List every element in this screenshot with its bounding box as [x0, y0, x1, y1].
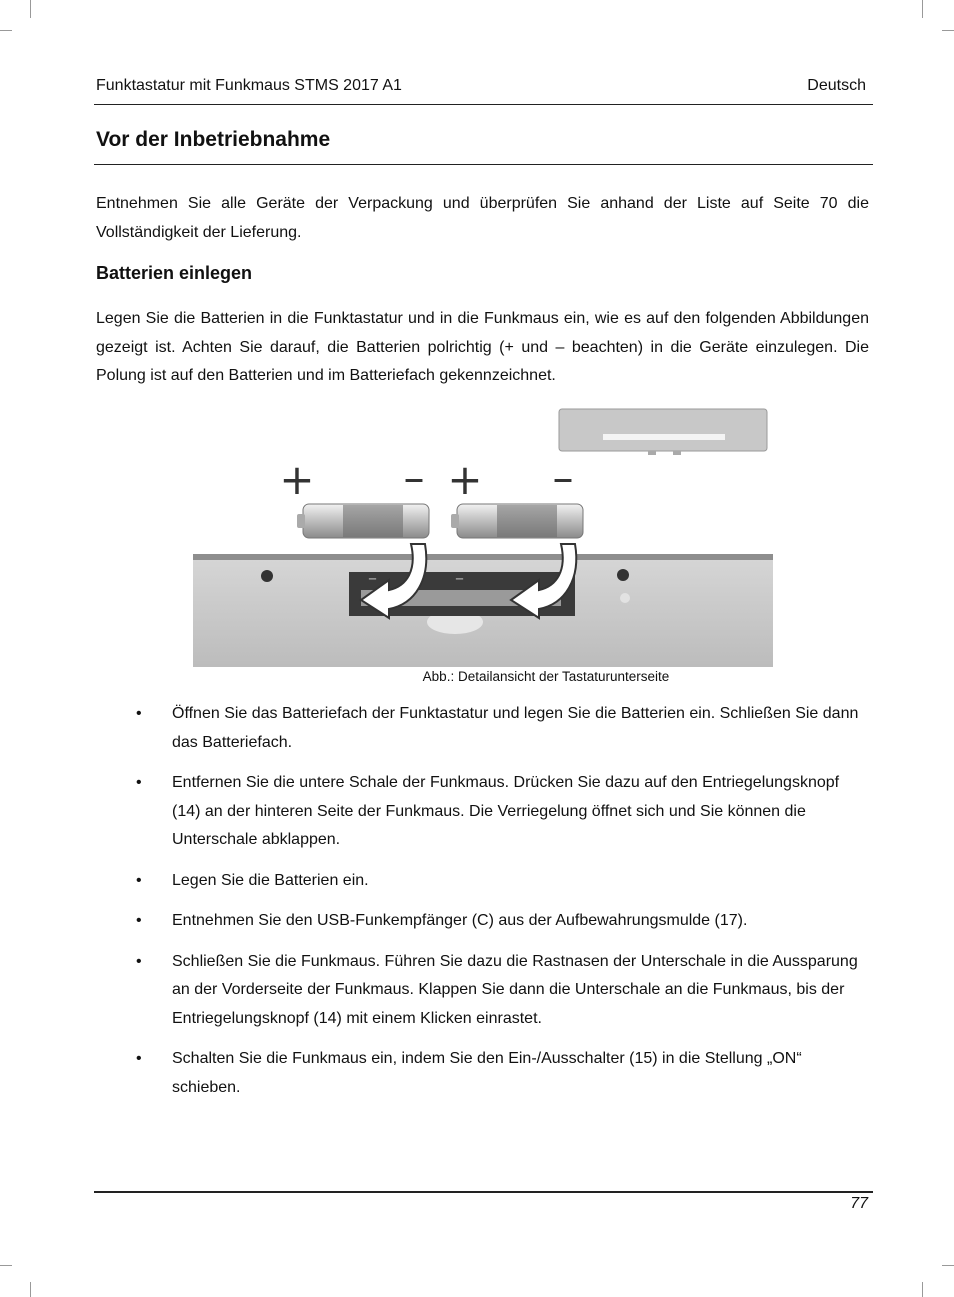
- instruction-list: [96, 700, 871, 1114]
- list-item-text: Entnehmen Sie den USB-Funkempfänger (C) aus der Aufbewahrungsmulde (17).: [172, 912, 748, 929]
- battery-right: [451, 504, 583, 538]
- minus-sign-left: –: [403, 453, 425, 502]
- crop-mark: [942, 1265, 954, 1266]
- running-header-language: Deutsch: [807, 77, 866, 94]
- list-item-text: Schließen Sie die Funkmaus. Führen Sie dazu die Rastnasen der Unterschale in die Aussparung an der Vorderseite der Funkmaus. Klappen Sie dann die Unterschale an die Funkmaus, bis der Entriegelungsknopf (14) mit einem Klicken einrastet.: [172, 952, 858, 1027]
- svg-text:–: –: [368, 568, 377, 589]
- list-item: [96, 700, 871, 757]
- crop-mark: [922, 1282, 923, 1297]
- crop-mark: [30, 1282, 31, 1297]
- list-item: [96, 769, 871, 855]
- bullet-symbol: •: [136, 774, 142, 791]
- list-item-text: Öffnen Sie das Batteriefach der Funktastatur und legen Sie die Batterien ein. Schließen Sie dann das Batteriefach.: [172, 705, 859, 751]
- list-item-text: Legen Sie die Batterien ein.: [172, 871, 369, 889]
- battery-cover: [559, 409, 767, 455]
- intro-paragraph: Entnehmen Sie alle Geräte der Verpackung und überprüfen Sie anhand der Liste auf Seite 70 die Vollständigkeit der Lieferung.: [96, 195, 869, 241]
- bullet-symbol: •: [136, 952, 142, 970]
- list-item: [96, 867, 871, 896]
- bullet-symbol: •: [136, 1050, 142, 1067]
- page-number: 77: [850, 1195, 868, 1212]
- section-title: Vor der Inbetriebnahme: [96, 128, 331, 151]
- header-rule: [94, 104, 873, 105]
- list-item-text: Schalten Sie die Funkmaus ein, indem Sie den Ein-/Ausschalter (15) in die Stellung „ON“ schieben.: [172, 1050, 802, 1096]
- battery-paragraph: Legen Sie die Batterien in die Funktastatur und in die Funkmaus ein, wie es auf den folgenden Abbildungen gezeigt ist. Achten Sie darauf, die Batterien polrichtig (+ und – beachten) in die Geräte einzulegen. Die Polung ist auf den Batterien und im Batteriefach gekennzeichnet.: [96, 310, 869, 384]
- bullet-symbol: •: [136, 912, 142, 929]
- plus-sign-left: +: [279, 455, 315, 504]
- list-item: [96, 1045, 871, 1102]
- battery-left: [297, 504, 429, 538]
- crop-mark: [0, 1265, 12, 1266]
- bullet-symbol: •: [136, 705, 142, 722]
- list-item: [96, 907, 871, 936]
- svg-text:–: –: [455, 568, 464, 589]
- crop-mark: [922, 0, 923, 18]
- footer-rule: [94, 1191, 873, 1193]
- list-item: [96, 948, 871, 1034]
- running-header-title: Funktastatur mit Funkmaus STMS 2017 A1: [96, 77, 402, 94]
- subsection-title: Batterien einlegen: [96, 263, 253, 283]
- plus-sign-right: +: [447, 455, 483, 504]
- crop-mark: [30, 0, 31, 18]
- figure-caption: Abb.: Detailansicht der Tastaturunterseite: [422, 669, 670, 684]
- crop-mark: [0, 30, 12, 31]
- minus-sign-right: –: [552, 453, 574, 502]
- crop-mark: [942, 30, 954, 31]
- bullet-symbol: •: [136, 871, 142, 889]
- section-rule: [94, 164, 873, 165]
- keyboard-underside-figure: [193, 404, 773, 667]
- list-item-text: Entfernen Sie die untere Schale der Funkmaus. Drücken Sie dazu auf den Entriegelungsknopf (14) an der hinteren Seite der Funkmaus. Die Verriegelung öffnet sich und Sie können die Unterschale abklappen.: [172, 774, 840, 848]
